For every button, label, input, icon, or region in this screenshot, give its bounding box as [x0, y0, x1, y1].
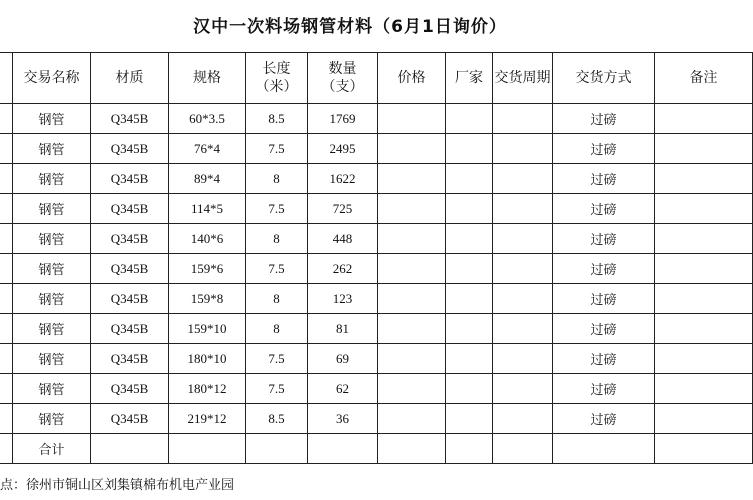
cell-price [378, 284, 446, 314]
cell-delivery-cycle [493, 284, 553, 314]
cell-remark [655, 164, 753, 194]
header-remark: 备注 [655, 53, 753, 104]
header-delivery-cycle: 交货周期 [493, 53, 553, 104]
total-cell [493, 434, 553, 464]
material-table [0, 52, 753, 464]
cell-qty: 1769 [308, 104, 378, 134]
cell-price [378, 104, 446, 134]
cell-index [0, 254, 13, 284]
cell-spec: 140*6 [169, 224, 246, 254]
cell-spec: 180*10 [169, 344, 246, 374]
cell-index [0, 104, 13, 134]
cell-price [378, 404, 446, 434]
cell-qty: 725 [308, 194, 378, 224]
cell-qty: 81 [308, 314, 378, 344]
cell-maker [446, 344, 493, 374]
cell-qty: 62 [308, 374, 378, 404]
header-length-line2: （米） [255, 79, 298, 95]
header-price: 价格 [378, 53, 446, 104]
cell-material: Q345B [91, 314, 169, 344]
cell-material: Q345B [91, 374, 169, 404]
cell-remark [655, 404, 753, 434]
cell-price [378, 374, 446, 404]
sheet-title: 汉中一次料场钢管材料（6月1日询价） [193, 17, 507, 37]
cell-maker [446, 224, 493, 254]
cell-delivery-cycle [493, 134, 553, 164]
cell-remark [655, 284, 753, 314]
cell-material: Q345B [91, 194, 169, 224]
table-row [0, 344, 753, 374]
cell-index [0, 314, 13, 344]
header-delivery-method: 交货方式 [553, 53, 655, 104]
cell-delivery-method: 过磅 [553, 254, 655, 284]
cell-delivery-method: 过磅 [553, 374, 655, 404]
table-row [0, 404, 753, 434]
cell-length: 8 [246, 284, 308, 314]
cell-name: 钢管 [13, 104, 91, 134]
table-row [0, 104, 753, 134]
cell-maker [446, 164, 493, 194]
cell-qty: 36 [308, 404, 378, 434]
cell-remark [655, 194, 753, 224]
cell-delivery-cycle [493, 314, 553, 344]
cell-delivery-cycle [493, 374, 553, 404]
cell-remark [655, 104, 753, 134]
cell-remark [655, 254, 753, 284]
cell-remark [655, 344, 753, 374]
total-cell [0, 434, 13, 464]
cell-length: 8 [246, 164, 308, 194]
cell-name: 钢管 [13, 134, 91, 164]
cell-maker [446, 374, 493, 404]
total-label: 合计 [13, 434, 91, 464]
table-row [0, 374, 753, 404]
cell-delivery-method: 过磅 [553, 104, 655, 134]
cell-remark [655, 374, 753, 404]
cell-index [0, 284, 13, 314]
cell-material: Q345B [91, 344, 169, 374]
cell-delivery-cycle [493, 164, 553, 194]
total-cell [446, 434, 493, 464]
cell-name: 钢管 [13, 164, 91, 194]
cell-qty: 1622 [308, 164, 378, 194]
cell-material: Q345B [91, 254, 169, 284]
cell-length: 7.5 [246, 374, 308, 404]
cell-delivery-cycle [493, 344, 553, 374]
cell-index [0, 164, 13, 194]
cell-maker [446, 284, 493, 314]
cell-spec: 159*6 [169, 254, 246, 284]
cell-price [378, 194, 446, 224]
cell-maker [446, 254, 493, 284]
cell-spec: 180*12 [169, 374, 246, 404]
cell-length: 8.5 [246, 104, 308, 134]
cell-delivery-cycle [493, 194, 553, 224]
cell-spec: 89*4 [169, 164, 246, 194]
cell-delivery-method: 过磅 [553, 164, 655, 194]
cell-price [378, 344, 446, 374]
cell-qty: 2495 [308, 134, 378, 164]
cell-material: Q345B [91, 134, 169, 164]
cell-material: Q345B [91, 104, 169, 134]
table-row [0, 224, 753, 254]
cell-length: 7.5 [246, 134, 308, 164]
cell-delivery-method: 过磅 [553, 224, 655, 254]
total-cell [91, 434, 169, 464]
cell-qty: 69 [308, 344, 378, 374]
cell-name: 钢管 [13, 404, 91, 434]
cell-price [378, 224, 446, 254]
cell-material: Q345B [91, 164, 169, 194]
header-maker: 厂家 [446, 53, 493, 104]
header-qty [308, 53, 378, 104]
table-row [0, 164, 753, 194]
cell-index [0, 374, 13, 404]
cell-qty: 448 [308, 224, 378, 254]
cell-index [0, 404, 13, 434]
cell-delivery-cycle [493, 104, 553, 134]
cell-delivery-method: 过磅 [553, 134, 655, 164]
table-row [0, 314, 753, 344]
header-length-line1: 长度 [262, 61, 291, 77]
header-index [0, 53, 13, 104]
cell-name: 钢管 [13, 314, 91, 344]
cell-name: 钢管 [13, 284, 91, 314]
header-material: 材质 [91, 53, 169, 104]
cell-spec: 219*12 [169, 404, 246, 434]
cell-index [0, 194, 13, 224]
cell-material: Q345B [91, 284, 169, 314]
total-cell [169, 434, 246, 464]
cell-delivery-method: 过磅 [553, 314, 655, 344]
cell-name: 钢管 [13, 194, 91, 224]
cell-qty: 123 [308, 284, 378, 314]
table-row [0, 194, 753, 224]
header-qty-line1: 数量 [328, 61, 357, 77]
cell-maker [446, 134, 493, 164]
cell-length: 7.5 [246, 194, 308, 224]
cell-length: 8.5 [246, 404, 308, 434]
total-cell [246, 434, 308, 464]
cell-length: 8 [246, 224, 308, 254]
header-spec: 规格 [169, 53, 246, 104]
cell-delivery-cycle [493, 404, 553, 434]
cell-index [0, 224, 13, 254]
cell-remark [655, 224, 753, 254]
cell-index [0, 134, 13, 164]
cell-spec: 159*10 [169, 314, 246, 344]
cell-maker [446, 404, 493, 434]
cell-qty: 262 [308, 254, 378, 284]
cell-length: 8 [246, 314, 308, 344]
cell-material: Q345B [91, 404, 169, 434]
cell-maker [446, 194, 493, 224]
cell-spec: 159*8 [169, 284, 246, 314]
cell-spec: 114*5 [169, 194, 246, 224]
cell-maker [446, 314, 493, 344]
cell-price [378, 134, 446, 164]
total-cell [378, 434, 446, 464]
total-cell [308, 434, 378, 464]
cell-price [378, 314, 446, 344]
table-row [0, 284, 753, 314]
cell-name: 钢管 [13, 254, 91, 284]
header-qty-line2: （支） [321, 79, 364, 95]
total-cell [553, 434, 655, 464]
cell-name: 钢管 [13, 374, 91, 404]
cell-maker [446, 104, 493, 134]
cell-delivery-method: 过磅 [553, 284, 655, 314]
cell-material: Q345B [91, 224, 169, 254]
cell-length: 7.5 [246, 254, 308, 284]
cell-remark [655, 314, 753, 344]
cell-remark [655, 134, 753, 164]
total-row [0, 434, 753, 464]
cell-price [378, 164, 446, 194]
cell-delivery-cycle [493, 254, 553, 284]
cell-spec: 76*4 [169, 134, 246, 164]
cell-price [378, 254, 446, 284]
table-body [0, 104, 753, 464]
total-cell [655, 434, 753, 464]
header-row [0, 53, 753, 104]
header-length [246, 53, 308, 104]
cell-index [0, 344, 13, 374]
cell-delivery-cycle [493, 224, 553, 254]
cell-spec: 60*3.5 [169, 104, 246, 134]
address-footer: 点：徐州市铜山区刘集镇棉布机电产业园 [0, 478, 235, 493]
table-row [0, 254, 753, 284]
cell-name: 钢管 [13, 224, 91, 254]
cell-name: 钢管 [13, 344, 91, 374]
header-name: 交易名称 [13, 53, 91, 104]
cell-delivery-method: 过磅 [553, 344, 655, 374]
cell-delivery-method: 过磅 [553, 194, 655, 224]
table-row [0, 134, 753, 164]
cell-length: 7.5 [246, 344, 308, 374]
cell-delivery-method: 过磅 [553, 404, 655, 434]
